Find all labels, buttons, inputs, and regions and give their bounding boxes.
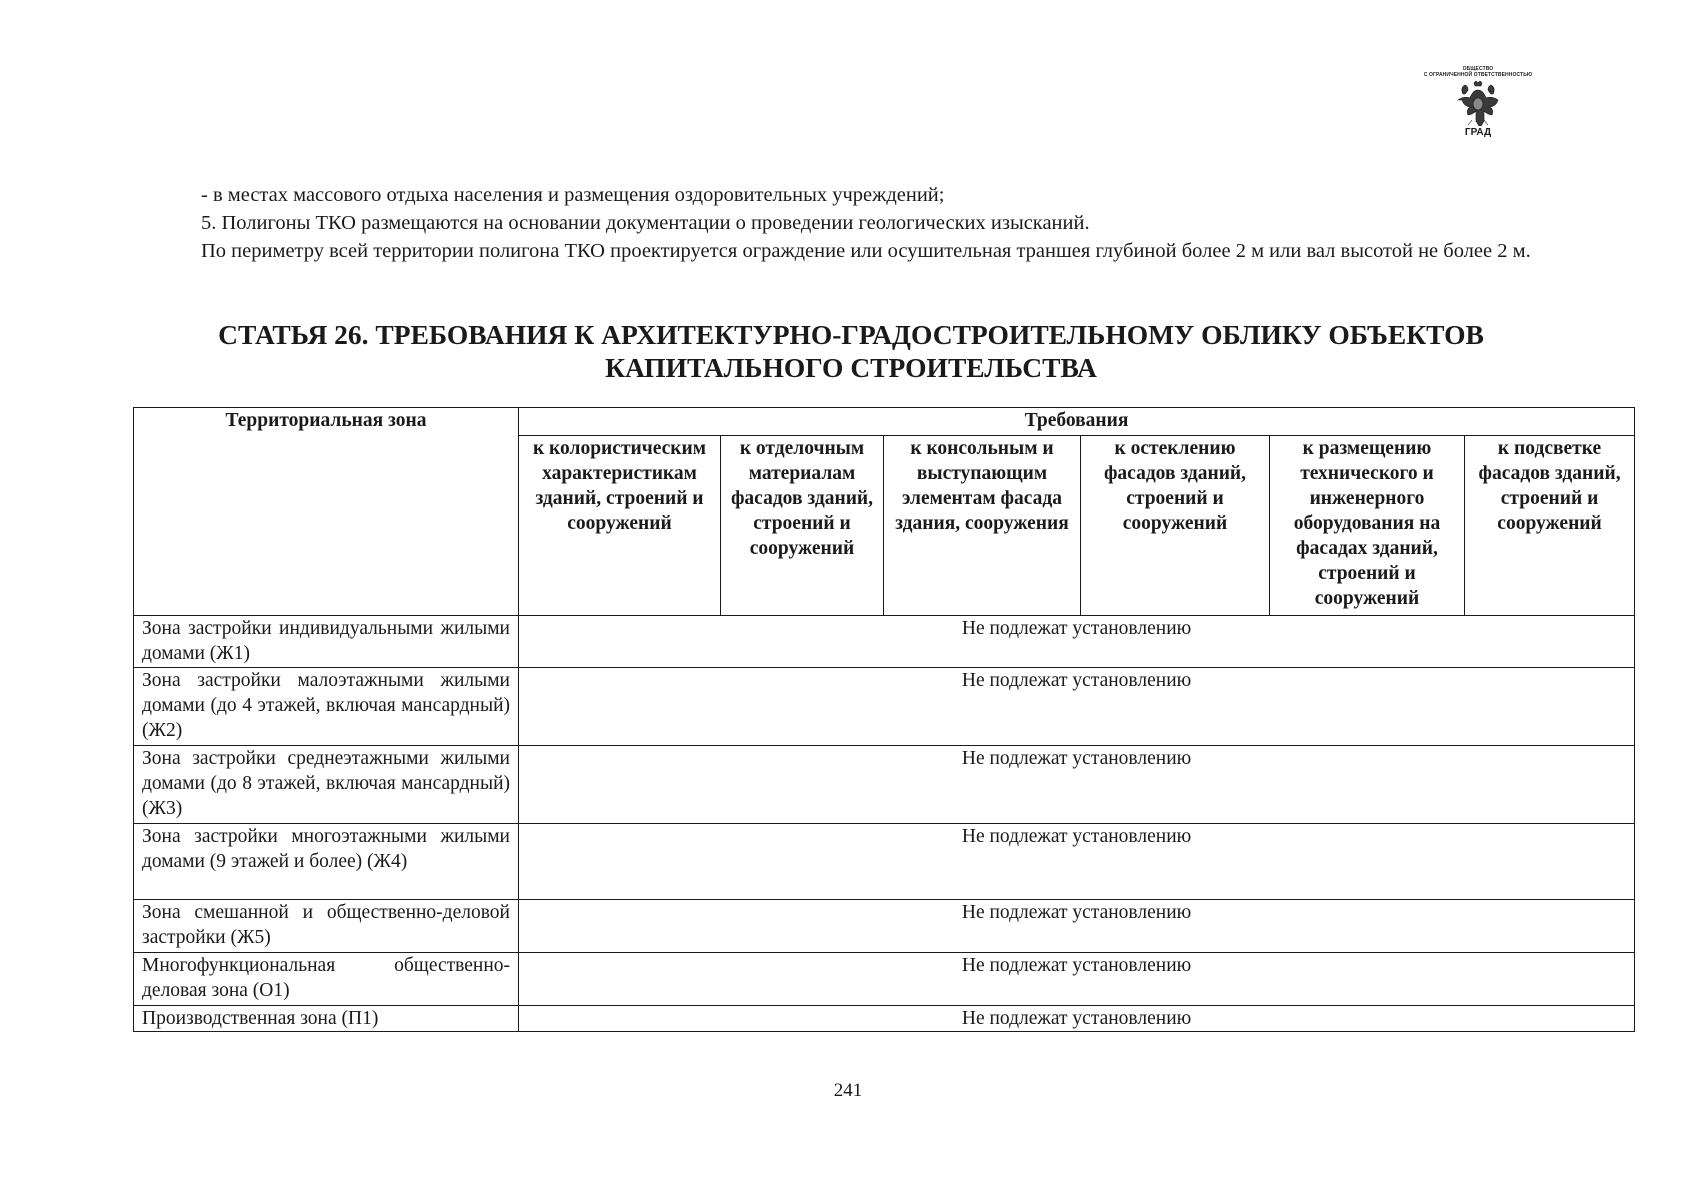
logo-line-1: ОБЩЕСТВО bbox=[1462, 66, 1494, 72]
header-zone: Территориальная зона bbox=[134, 408, 519, 616]
subheader-cantilever-elements: к консольным и выступающим элементам фасада здания, сооружения bbox=[884, 436, 1081, 616]
zone-cell: Производственная зона (П1) bbox=[134, 1006, 519, 1032]
table-row bbox=[134, 616, 1635, 668]
body-text bbox=[145, 181, 1557, 265]
table-row bbox=[134, 746, 1635, 824]
subheader-coloristics: к колористическим характеристикам зданий, строений и сооружений bbox=[519, 436, 721, 616]
logo-line-2: С ОГРАНИЧЕННОЙ ОТВЕТСТВЕННОСТЬЮ bbox=[1423, 72, 1533, 78]
table-row bbox=[134, 1006, 1635, 1032]
zone-cell: Зона застройки малоэтажными жилыми домами (до 4 этажей, включая мансардный) (Ж2) bbox=[134, 668, 519, 746]
company-logo bbox=[1394, 66, 1562, 139]
requirements-table bbox=[133, 407, 1635, 1032]
value-cell: Не подлежат установлению bbox=[519, 746, 1635, 824]
subheader-glazing: к остеклению фасадов зданий, строений и сооружений bbox=[1081, 436, 1270, 616]
table-row bbox=[134, 824, 1635, 900]
zone-cell: Зона застройки многоэтажными жилыми домами (9 этажей и более) (Ж4) bbox=[134, 824, 519, 900]
value-cell: Не подлежат установлению bbox=[519, 1006, 1635, 1032]
subheader-lighting: к подсветке фасадов зданий, строений и сооружений bbox=[1465, 436, 1635, 616]
article-title-line-2: КАПИТАЛЬНОГО СТРОИТЕЛЬСТВА bbox=[605, 352, 1097, 383]
zone-cell: Многофункциональная общественно-деловая зона (О1) bbox=[134, 953, 519, 1006]
paragraph-3: По периметру всей территории полигона ТКО проектируется ограждение или осушительная траншея глубиной более 2 м или вал высотой не более 2 м. bbox=[201, 240, 1531, 262]
paragraph-2: 5. Полигоны ТКО размещаются на основании документации о проведении геологических изысканий. bbox=[201, 212, 1090, 234]
paragraph-1: - в местах массового отдыха населения и размещения оздоровительных учреждений; bbox=[201, 184, 945, 206]
table-row bbox=[134, 668, 1635, 746]
subheader-finishing-materials: к отделочным материалам фасадов зданий, строений и сооружений bbox=[721, 436, 884, 616]
table-row bbox=[134, 900, 1635, 953]
double-headed-eagle-icon bbox=[1456, 80, 1500, 126]
value-cell: Не подлежат установлению bbox=[519, 824, 1635, 900]
header-requirements: Требования bbox=[519, 408, 1635, 436]
value-cell: Не подлежат установлению bbox=[519, 668, 1635, 746]
logo-name: ГРАД bbox=[1464, 127, 1492, 138]
zone-cell: Зона застройки индивидуальными жилыми домами (Ж1) bbox=[134, 616, 519, 668]
zone-cell: Зона застройки среднеэтажными жилыми домами (до 8 этажей, включая мансардный) (Ж3) bbox=[134, 746, 519, 824]
article-title bbox=[145, 318, 1557, 384]
value-cell: Не подлежат установлению bbox=[519, 616, 1635, 668]
table-header-row bbox=[134, 408, 1635, 436]
page-number: 241 bbox=[833, 1080, 863, 1101]
article-title-line-1: СТАТЬЯ 26. ТРЕБОВАНИЯ К АРХИТЕКТУРНО-ГРАДОСТРОИТЕЛЬНОМУ ОБЛИКУ ОБЪЕКТОВ bbox=[218, 319, 1484, 350]
zone-cell: Зона смешанной и общественно-деловой застройки (Ж5) bbox=[134, 900, 519, 953]
subheader-equipment-placement: к размещению технического и инженерного оборудования на фасадах зданий, строений и сооружений bbox=[1270, 436, 1465, 616]
value-cell: Не подлежат установлению bbox=[519, 953, 1635, 1006]
table-row bbox=[134, 953, 1635, 1006]
value-cell: Не подлежат установлению bbox=[519, 900, 1635, 953]
